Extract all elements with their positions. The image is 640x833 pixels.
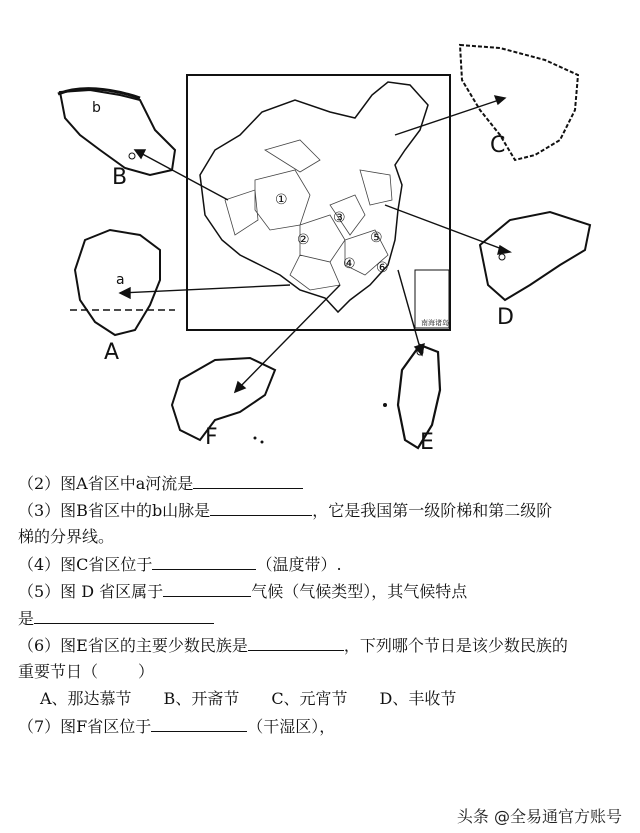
label-E: E <box>420 430 434 455</box>
arrow-d <box>385 205 510 252</box>
question-5-cont: 是 <box>18 605 628 632</box>
label-A: A <box>104 340 120 365</box>
label-province-6: ⑥ <box>376 260 389 276</box>
question-6-cont: 重要节日（ ） <box>18 662 155 681</box>
arrow-a-head <box>120 288 130 298</box>
label-b-mountain: b <box>92 100 101 116</box>
question-3: （3）图B省区中的b山脉是 ，它是我国第一级阶梯和第二级阶 <box>18 497 628 524</box>
label-province-5: ⑤ <box>370 230 383 246</box>
arrow-d-head <box>498 246 510 254</box>
label-province-2: ② <box>297 232 310 248</box>
watermark: 头条 @全易通官方账号 <box>456 807 622 826</box>
label-province-1: ① <box>275 192 288 208</box>
label-province-4: ④ <box>343 256 356 272</box>
arrow-c-head <box>495 96 505 104</box>
question-6: （6）图E省区的主要少数民族是 ，下列哪个节日是该少数民族的 <box>18 632 628 659</box>
answer-blank[interactable] <box>34 605 214 624</box>
question-6-options: A、那达慕节 B、开斋节 C、元宵节 D、丰收节 <box>40 689 457 708</box>
label-C: C <box>490 133 506 158</box>
question-list <box>18 470 628 740</box>
province-lines <box>225 140 392 290</box>
arrow-e <box>398 270 422 355</box>
answer-blank[interactable] <box>152 551 256 570</box>
province-d-shape <box>480 212 590 300</box>
question-7: （7）图F省区位于 （干湿区）， <box>18 713 628 740</box>
arrow-a <box>120 285 290 293</box>
label-D: D <box>497 305 514 330</box>
answer-blank[interactable] <box>163 578 251 597</box>
label-a-river: a <box>116 272 125 288</box>
china-map-frame <box>187 75 450 330</box>
arrow-f <box>235 285 340 392</box>
question-2: （2）图A省区中a河流是 <box>18 470 628 497</box>
province-c-shape <box>460 45 578 160</box>
answer-blank[interactable] <box>151 713 247 732</box>
arrow-b-head <box>135 150 145 158</box>
province-f-shape <box>172 358 275 440</box>
question-5: （5）图 D 省区属于 气候（气候类型），其气候特点 <box>18 578 628 605</box>
label-B: B <box>112 165 128 190</box>
question-4: （4）图C省区位于 （温度带）. <box>18 551 628 578</box>
label-F: F <box>205 425 218 450</box>
label-province-3: ③ <box>333 210 346 226</box>
answer-blank[interactable] <box>193 470 303 489</box>
answer-blank[interactable] <box>248 632 344 651</box>
question-3-cont: 梯的分界线。 <box>18 527 115 546</box>
south-sea-label: 南海诸岛 <box>421 319 449 327</box>
answer-blank[interactable] <box>210 497 312 516</box>
arrows <box>120 96 510 392</box>
